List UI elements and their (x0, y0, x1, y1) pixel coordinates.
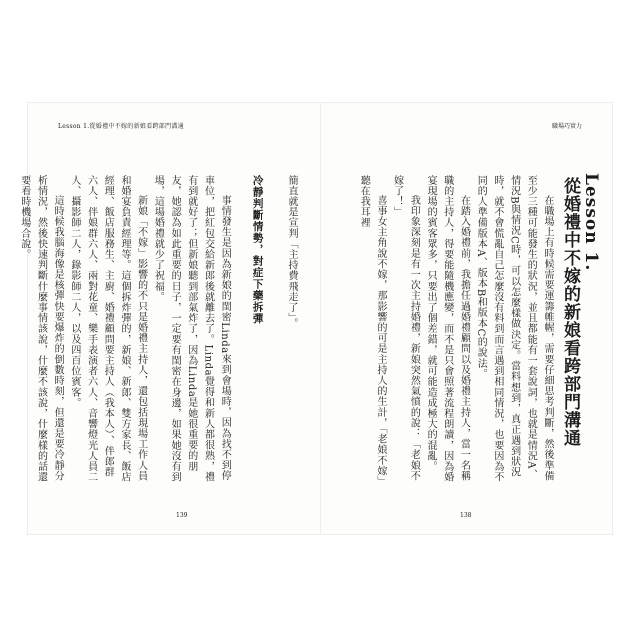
running-head-right: 職場巧實力 (551, 123, 582, 130)
spacer (266, 175, 283, 487)
spacer (232, 175, 249, 487)
left-page-body (18, 175, 299, 487)
page-gutter (320, 103, 321, 534)
running-head-left: Lesson 1.從婚禮中不嫁的新娘看跨部門溝通 (58, 123, 185, 130)
book-spread (18, 103, 612, 534)
page-number-right: 138 (460, 512, 472, 519)
chapter-lesson-label: Lesson 1. (581, 173, 601, 272)
chapter-title-text: 從婚禮中不嫁的新娘看跨部門溝通 (560, 177, 580, 447)
section-subheading: 冷靜判斷情勢，對症下藥拆彈 (251, 175, 264, 325)
paragraph: 在踏入婚禮前，我擔任過婚禮顧問以及婚禮主持人，當一名稱職的主持人，得要能隨機應變，而不是只會照著流程朗讀，因為婚宴現場的賓客眾多，只要出了個差錯，就可能造成極大的混亂。 (425, 175, 470, 483)
paragraph: 在職場上有時候需要運籌帷幄，需要仔細思考判斷，然後準備至少三種可能發生的狀況，並且都能有一套說詞，也就是情況A、情況B與情況C時，可以怎麼樣做決定。當料想到，真正遇到狀況時，就不會慌亂自己怎麼沒有料到而言遇到相同情況，也要因為不同的人準備版本A、版本B和版本C的說法。 (475, 175, 553, 483)
paragraph: 事情發生是因為新娘的閨密Linda來到會場時，因為找不到停車位，把紅包交給新郎後就離去了。Linda覺得和新人都很熟，禮有到就好了；但新娘聽到部氣炸了，因為Linda是她很重要的朋友，她認為如此重要的日子，一定要有閨密在身邊，如果她沒有到場，這場婚禮就少了祝福。 (152, 175, 231, 483)
page-number-left: 139 (176, 512, 188, 519)
paragraph: 我印象深刻是有一次主持婚禮，新娘突然氣憤的說：「老娘不嫁了！」 (391, 175, 420, 482)
paragraph: 喜事女主角說不嫁，那影響的可是主持人的生計，「老娘不嫁」聽在我耳裡 (358, 175, 386, 487)
chapter-title (559, 173, 601, 463)
paragraph: 這時候我腦海像是核彈快要爆炸的倒數時刻，但還是要冷靜分析情況，然後快速判斷什麼事情該說，什麼不該說，什麼樣的話還要看時機場合說。 (18, 175, 64, 483)
paragraph: 新娘「不嫁」影響的不只是婚禮主持人，還包括現場工作人員和婚宴負責經理等。這個拆炸彈的，新娘、新郎、雙方家長、飯店經理、飯店服務生、主廚、婚禮顧問要主持人（我本人）、伴郎群六人、伴娘群六人、兩對花童、樂手表演者六人、音響燈光人員二人、攝影師二人，錄影師二人，以及四百位賓客。 (68, 175, 147, 483)
right-page-body (358, 175, 555, 487)
paragraph: 簡直就是宣判「主持費飛走了」。 (286, 175, 297, 329)
